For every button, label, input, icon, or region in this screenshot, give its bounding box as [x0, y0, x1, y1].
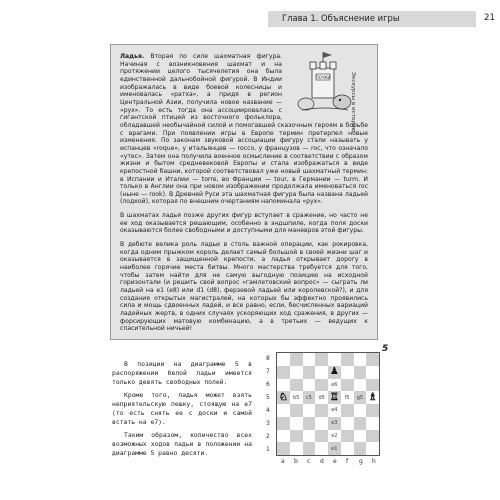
square-g2 — [354, 430, 367, 443]
square-label-g5: g5 — [356, 394, 364, 401]
square-d6 — [315, 379, 328, 392]
square-h7 — [366, 366, 379, 379]
square-c3 — [303, 417, 316, 430]
lesson-text — [112, 360, 252, 462]
square-b5 — [290, 391, 303, 404]
square-d5 — [315, 391, 328, 404]
square-e7 — [328, 366, 341, 379]
square-e6 — [328, 379, 341, 392]
square-e4 — [328, 404, 341, 417]
diagram-number: 5 — [382, 344, 389, 354]
rank-label-3: 3 — [266, 420, 270, 427]
square-g7 — [354, 366, 367, 379]
square-a3 — [277, 417, 290, 430]
square-a6 — [277, 379, 290, 392]
piece-e7: ♟ — [329, 366, 339, 378]
square-h5 — [366, 391, 379, 404]
chapter-title: Глава 1. Объяснение игры — [282, 13, 400, 23]
square-f6 — [341, 379, 354, 392]
square-d7 — [315, 366, 328, 379]
box-paragraph-3: В дебюте велика роль ладьи в столь важной операции, как рокировка, когда одним прыжком король делает самый большой в своей жизни шаг и оказывается в защищенной крепости, а ладья открывает дорогу в наиболее горячие места битвы. Много мастерства требуется для того, чтобы затем найти для не самую выгодную позицию на исходной горизонтали (и решить свой вопрос «гамлетовский вопрос» — сыграть ли ладьей на e1 (e8) или d1 (d8), ферзевой ладьей или королевской?), и для создания открытых магистралей, на которых бы эффектно проявились сила и мощь сдвоенных ладей, и все равно, если, бесчисленных вариаций ладейных жертв, в одних случаях ускоряющих ход сражения, в других — форсирующих матовую комбинацию, а в третьих — ведущих к спасительной ничьей! — [120, 241, 368, 333]
lesson-paragraph-2: Кроме того, ладья может взять неприятельскую пешку, стоящую на e7 (то есть снять ее с доски и самой встать на e7). — [112, 391, 252, 426]
square-b7 — [290, 366, 303, 379]
square-d2 — [315, 430, 328, 443]
rank-label-1: 1 — [266, 446, 270, 453]
file-label-b: b — [294, 458, 298, 465]
lesson-paragraph-1: В позиции на диаграмме 5 в распоряжении белой ладьи имеется только девять свободных полей. — [112, 360, 252, 386]
square-c4 — [303, 404, 316, 417]
square-f2 — [341, 430, 354, 443]
square-h8 — [366, 353, 379, 366]
square-label-d5: d5 — [318, 394, 325, 401]
square-b1 — [290, 442, 303, 455]
square-g5 — [354, 391, 367, 404]
rank-label-5: 5 — [266, 394, 270, 401]
piece-e5: ♖ — [329, 391, 339, 403]
file-label-c: c — [307, 458, 311, 465]
square-d8 — [315, 353, 328, 366]
box-lead: Ладья. — [120, 53, 145, 60]
square-a4 — [277, 404, 290, 417]
square-g3 — [354, 417, 367, 430]
square-c2 — [303, 430, 316, 443]
square-label-e2: e2 — [331, 432, 338, 439]
square-a8 — [277, 353, 290, 366]
square-c1 — [303, 442, 316, 455]
square-h1 — [366, 442, 379, 455]
square-g6 — [354, 379, 367, 392]
file-label-f: f — [346, 458, 349, 465]
square-b3 — [290, 417, 303, 430]
square-label-e4: e4 — [331, 407, 338, 414]
square-c8 — [303, 353, 316, 366]
chess-diagram — [262, 346, 382, 466]
square-f4 — [341, 404, 354, 417]
square-h2 — [366, 430, 379, 443]
piece-h5: ♗ — [368, 391, 378, 403]
square-e2 — [328, 430, 341, 443]
square-e3 — [328, 417, 341, 430]
file-label-e: e — [333, 458, 337, 465]
square-b4 — [290, 404, 303, 417]
square-e5 — [328, 391, 341, 404]
file-label-d: d — [320, 458, 324, 465]
square-f5 — [341, 391, 354, 404]
square-label-e1: e1 — [331, 445, 338, 452]
page-number: 21 — [484, 13, 495, 23]
rook-tower-illustration — [296, 50, 354, 114]
rank-label-6: 6 — [266, 381, 270, 388]
lesson-paragraph-3: Таким образом, количество всех возможных ходов ладьи в положении на диаграмме 5 равно десяти. — [112, 431, 252, 457]
rank-label-2: 2 — [266, 433, 270, 440]
square-f7 — [341, 366, 354, 379]
square-a7 — [277, 366, 290, 379]
illustration-sign: ПОЧКИ — [315, 75, 331, 80]
square-c6 — [303, 379, 316, 392]
square-label-e6: e6 — [331, 381, 338, 388]
square-g4 — [354, 404, 367, 417]
chapter-header — [268, 11, 476, 27]
square-h4 — [366, 404, 379, 417]
chess-board — [276, 352, 380, 456]
square-h3 — [366, 417, 379, 430]
square-c5 — [303, 391, 316, 404]
box-paragraph-2: В шахматах ладья позже других фигур вступает в сражение, но часто не ее ход оказывается решающим, особенно в эндшпиле, когда поля доски оказываются более свободными и доступными для маневров этой фигуры. — [120, 212, 368, 235]
square-h6 — [366, 379, 379, 392]
square-e8 — [328, 353, 341, 366]
file-label-a: a — [281, 458, 285, 465]
square-f3 — [341, 417, 354, 430]
box-paragraph-1: Ладья. Вторая по силе шахматная фигура. Начиная с возникновения шахмат и на протяжении целого тысячелетия она была единственной дальнобойной фигурой. В Индии изображалась в виде боевой колесницы и именовалась «ратха», а придя в регион Центральной Азии, получила новое название — «рух». То есть тогда она ассоциировалась с гигантской птицей из восточного фольклора, обладавшей необычайной силой и помогавшей сказочным героям в борьбе с врагами. При появлении игры в Европе термин претерпел новые изменения. По законам звуковой ассоциации фигуру стали называть у испанцев «roque», у итальянцев — rocco, у французов — roc, что означало «утес». Затем она получила военное осмысление в соответствии с образом жизни и бытом средневековой Европы и стала изображаться в виде крепостной башни, которой соответствовал уже новый шахматный термин: в Испании и Италии — torre, во Франции — tour, в Германии — turm. И только в Англии она при новом изображении продолжала именоваться roc (ныне — rook). В Древней Руси эта шахматная фигура была названа ладьей (лодкой), которая по внешним очертаниям напоминала «рух». — [120, 53, 368, 206]
square-b6 — [290, 379, 303, 392]
file-label-g: g — [359, 458, 363, 465]
square-d3 — [315, 417, 328, 430]
square-f1 — [341, 442, 354, 455]
square-a5 — [277, 391, 290, 404]
file-label-h: h — [372, 458, 376, 465]
square-c7 — [303, 366, 316, 379]
square-b8 — [290, 353, 303, 366]
rank-label-4: 4 — [266, 407, 270, 414]
square-f8 — [341, 353, 354, 366]
square-label-c5: c5 — [305, 394, 312, 401]
square-label-e3: e3 — [331, 420, 338, 427]
square-e1 — [328, 442, 341, 455]
square-d4 — [315, 404, 328, 417]
history-side-caption: Экскурсы в историю — [350, 72, 356, 133]
square-a2 — [277, 430, 290, 443]
square-label-b5: b5 — [292, 394, 300, 401]
piece-a5: ♘ — [278, 391, 288, 403]
square-g8 — [354, 353, 367, 366]
square-b2 — [290, 430, 303, 443]
rank-label-8: 8 — [266, 355, 270, 362]
square-a1 — [277, 442, 290, 455]
square-d1 — [315, 442, 328, 455]
square-label-f5: f5 — [344, 394, 350, 401]
square-g1 — [354, 442, 367, 455]
rank-label-7: 7 — [266, 368, 270, 375]
